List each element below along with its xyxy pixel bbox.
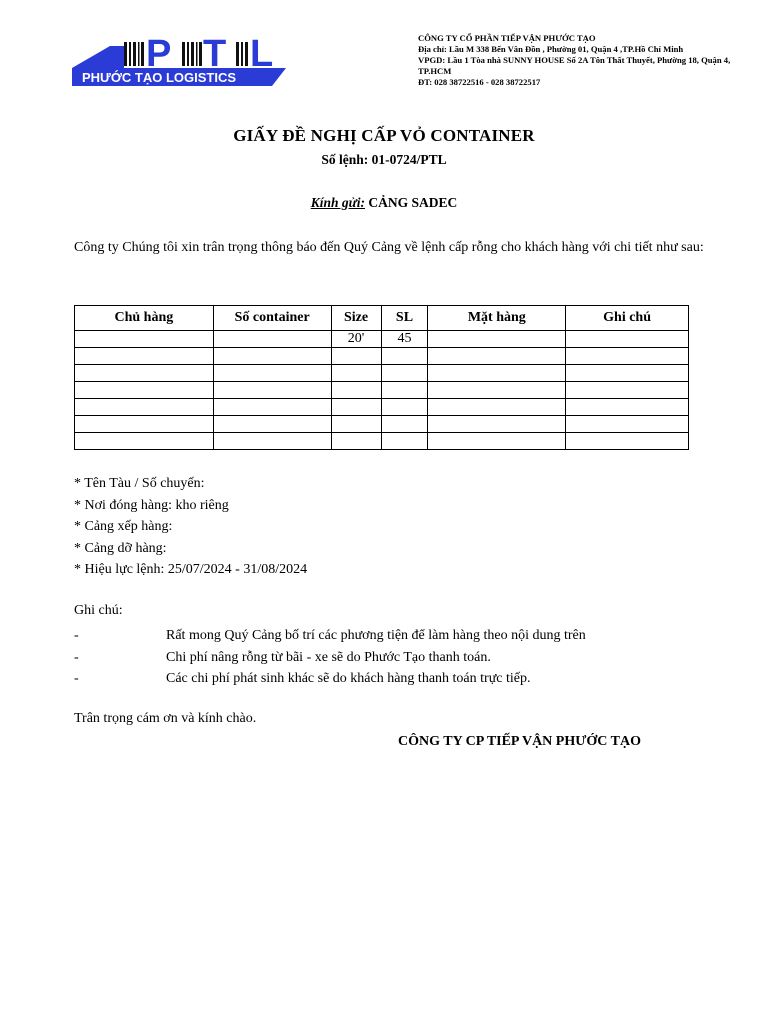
table-cell [428,382,566,399]
recipient-line [0,195,768,211]
header-goods: Mặt hàng [428,306,566,331]
detail-discharge-port: * Cảng dỡ hàng: [74,540,167,556]
table-cell [331,382,381,399]
table-cell [566,399,689,416]
recipient-name: CẢNG SADEC [368,195,458,210]
shipment-details [74,473,714,581]
note-item [74,647,714,669]
table-cell [566,433,689,450]
note-text: Chi phí nâng rỗng từ bãi - xe sẽ do Phước Tạo thanh toán. [166,649,491,665]
table-cell [566,416,689,433]
table-cell [213,416,331,433]
closing-line: Trân trọng cám ơn và kính chào. [74,711,257,726]
table-cell [428,399,566,416]
table-cell [75,348,214,365]
table-cell [381,365,428,382]
note-text: Rất mong Quý Cảng bố trí các phương tiện để làm hàng theo nội dung trên [166,628,586,643]
table-cell [213,331,331,348]
header-notes: Ghi chú [566,306,689,331]
document-title: GIẤY ĐỀ NGHỊ CẤP VỎ CONTAINER [233,126,535,145]
table-cell [213,382,331,399]
table-cell [331,416,381,433]
table-cell [381,348,428,365]
note-text: Các chi phí phát sinh khác sẽ do khách hàng thanh toán trực tiếp. [166,671,531,686]
header-owner: Chủ hàng [75,306,214,331]
logo-text: PHƯỚC TẠO LOGISTICS [82,70,237,85]
table-cell [75,433,214,450]
table-cell [566,382,689,399]
ptl-logo-graphic [72,32,292,90]
detail-validity: * Hiệu lực lệnh: 25/07/2024 - 31/08/2024 [74,562,308,577]
svg-text:T: T [203,33,227,75]
header-container-no: Số container [213,306,331,331]
table-cell [381,382,428,399]
table-cell [331,365,381,382]
company-logo [72,32,292,90]
note-dash: - [74,649,79,665]
table-cell [213,348,331,365]
company-address: Địa chỉ: Lầu M 338 Bến Vân Đồn , Phường 01, Quận 4 ,TP.Hồ Chí Minh [418,44,684,54]
table-row [75,348,689,365]
table-row [75,331,689,348]
table-cell [75,399,214,416]
note-dash: - [74,671,79,686]
table-cell [428,348,566,365]
detail-packing-place: * Nơi đóng hàng: kho riêng [74,497,229,513]
company-header [418,33,748,88]
company-phone: ĐT: 028 38722516 - 028 38722517 [418,77,541,87]
table-cell [428,416,566,433]
container-table [74,305,689,450]
table-cell [213,365,331,382]
note-item [74,668,714,690]
table-cell [213,433,331,450]
company-office: VPGD: Lầu 1 Tòa nhà SUNNY HOUSE Số 2A Tôn Thất Thuyết, Phường 18, Quận 4, TP.HCM [418,55,731,76]
table-row [75,416,689,433]
table-cell [566,365,689,382]
table-cell [566,348,689,365]
table-cell [75,331,214,348]
header-quantity: SL [381,306,428,331]
notes-label: Ghi chú: [74,603,123,618]
intro-paragraph: Công ty Chúng tôi xin trân trọng thông báo đến Quý Cảng về lệnh cấp rỗng cho khách hàng với chi tiết như sau: [74,240,704,255]
table-cell: 45 [381,331,428,348]
svg-text:P: P [146,33,172,75]
notes-list [74,625,714,690]
table-cell [381,416,428,433]
detail-loading-port: * Cảng xếp hàng: [74,519,173,534]
company-name: CÔNG TY CỔ PHẦN TIẾP VẬN PHƯỚC TẠO [418,33,596,43]
order-number: Số lệnh: 01-0724/PTL [321,152,447,167]
table-row [75,433,689,450]
table-row [75,365,689,382]
table-cell [331,399,381,416]
table-row [75,399,689,416]
table-cell [213,399,331,416]
table-cell [428,433,566,450]
note-dash: - [74,628,79,643]
signer-company: CÔNG TY CP TIẾP VẬN PHƯỚC TẠO [398,734,641,749]
table-cell [566,331,689,348]
table-cell [381,433,428,450]
detail-vessel: * Tên Tàu / Số chuyến: [74,476,205,491]
table-cell: 20' [331,331,381,348]
table-cell [75,382,214,399]
table-header-row [75,306,689,331]
svg-text:L: L [250,33,274,75]
table-cell [381,399,428,416]
table-cell [75,365,214,382]
recipient-label: Kính gửi: [310,195,365,210]
note-item [74,625,714,647]
table-cell [75,416,214,433]
table-cell [428,365,566,382]
table-cell [331,348,381,365]
table-cell [331,433,381,450]
header-size: Size [331,306,381,331]
table-row [75,382,689,399]
table-cell [428,331,566,348]
